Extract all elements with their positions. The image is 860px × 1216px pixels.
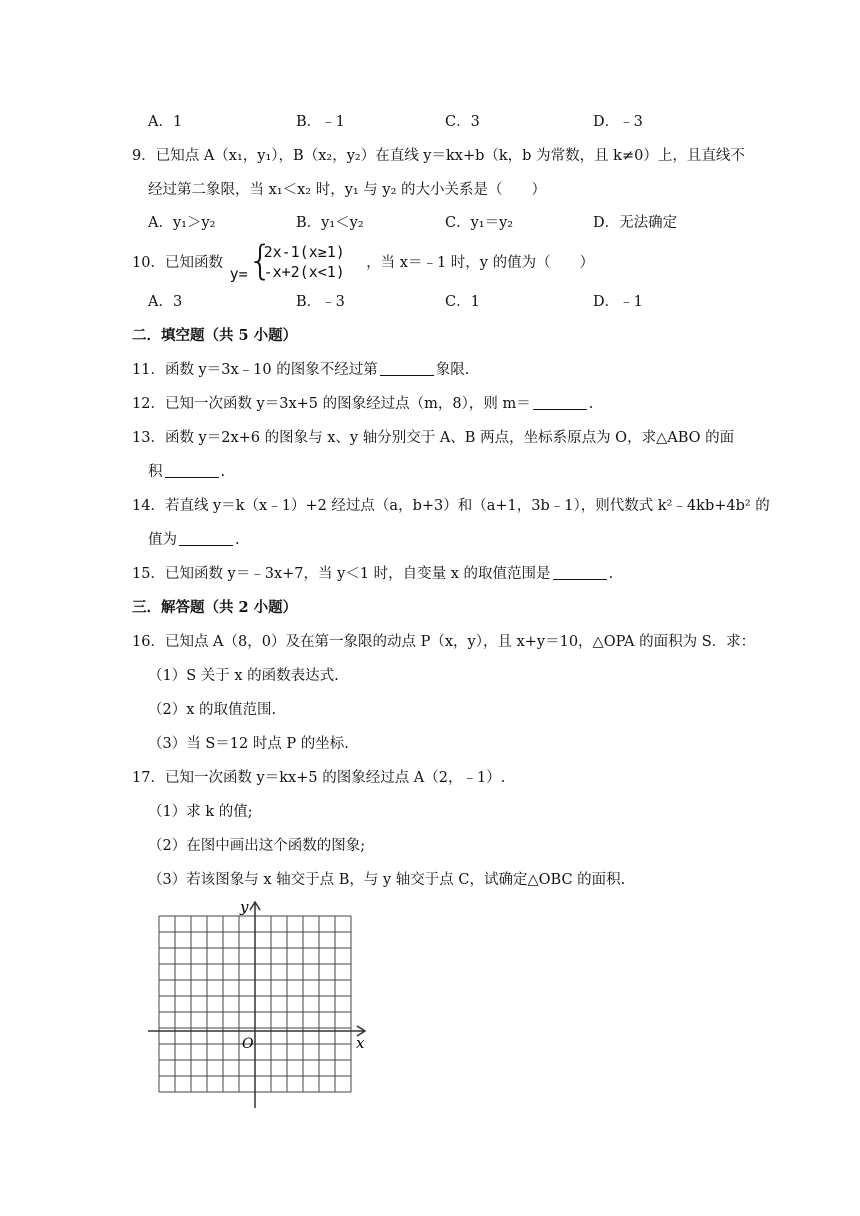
q10-option-c: C．1 (445, 294, 480, 310)
q10-stem (132, 238, 595, 284)
q11-answer-blank[interactable] (380, 361, 434, 376)
q15 (132, 564, 613, 584)
q9-option-d: D．无法确定 (593, 215, 678, 231)
q10-option-b: B．﹣3 (296, 294, 345, 310)
q13-line1: 13．函数 y＝2x+6 的图象与 x、y 轴分别交于 A、B 两点，坐标系原点为 O，求△ABO 的面 (132, 430, 735, 446)
q12-answer-blank[interactable] (533, 395, 587, 410)
q14-text: 值为 (148, 532, 177, 548)
q10-prefix: 10．已知函数 (132, 255, 223, 271)
q9-option-b: B．y₁＜y₂ (296, 215, 364, 231)
q11 (132, 360, 469, 380)
origin-label: O (242, 1036, 254, 1052)
q11-text-end: 象限. (435, 362, 470, 378)
q16-part2: （2）x 的取值范围. (148, 702, 277, 718)
q9-line2: 经过第二象限，当 x₁＜x₂ 时，y₁ 与 y₂ 的大小关系是（ ） (148, 182, 547, 198)
left-brace-icon: { (247, 238, 274, 284)
q8-option-b: B．﹣1 (296, 114, 345, 130)
section-answer-heading: 三．解答题（共 2 小题） (132, 599, 298, 616)
q13-answer-blank[interactable] (165, 463, 219, 478)
q9-option-a: A．y₁＞y₂ (148, 215, 216, 231)
q10-option-d: D．﹣1 (593, 294, 643, 310)
q17-part3: （3）若该图象与 x 轴交于点 B，与 y 轴交于点 C，试确定△OBC 的面积. (148, 872, 626, 888)
q12 (132, 394, 593, 414)
q14-text-end: . (235, 532, 240, 548)
q9-option-c: C．y₁＝y₂ (445, 215, 514, 231)
q9-line1: 9．已知点 A（x₁，y₁），B（x₂，y₂）在直线 y＝kx+b（k，b 为常数，且 k≠0）上，且直线不 (132, 148, 745, 164)
q15-text: 15．已知函数 y＝﹣3x+7，当 y＜1 时，自变量 x 的取值范围是 (132, 566, 551, 582)
function-case-2: -x+2(x<1) (263, 263, 345, 281)
q14-answer-blank[interactable] (179, 531, 233, 546)
q10-option-a: A．3 (148, 294, 183, 310)
q14-line1: 14．若直线 y＝k（x﹣1）+2 经过点（a，b+3）和（a+1，3b﹣1），则代数式 k²﹣4kb+4b² 的 (132, 498, 770, 514)
piecewise-function (229, 238, 360, 284)
q15-answer-blank[interactable] (553, 565, 607, 580)
q12-text: 12．已知一次函数 y＝3x+5 的图象经过点（m，8），则 m＝ (132, 396, 531, 412)
q13-text-end: . (220, 464, 226, 480)
q16-line1: 16．已知点 A（8，0）及在第一象限的动点 P（x，y），且 x+y＝10，△OPA 的面积为 S．求： (132, 634, 756, 650)
q13-line2 (148, 462, 225, 482)
q8-option-c: C．3 (445, 114, 480, 130)
q17-line1: 17．已知一次函数 y＝kx+5 的图象经过点 A（2，﹣1）. (132, 770, 506, 786)
function-y-label: y= (229, 265, 248, 283)
section-fill-in-heading: 二．填空题（共 5 小题） (132, 327, 298, 344)
q15-text-end: . (608, 566, 614, 582)
q17-part2: （2）在图中画出这个函数的图象; (148, 838, 366, 854)
q8-option-a: A．1 (148, 114, 183, 130)
coordinate-grid (140, 896, 380, 1112)
q10-suffix: ，当 x＝﹣1 时，y 的值为（ ） (366, 255, 595, 271)
q8-option-d: D．﹣3 (593, 114, 643, 130)
function-case-1: 2x-1(x≥1) (263, 243, 345, 261)
q17-part1: （1）求 k 的值; (148, 804, 253, 820)
q14-line2 (148, 530, 240, 550)
q16-part1: （1）S 关于 x 的函数表达式. (148, 668, 339, 684)
q16-part3: （3）当 S＝12 时点 P 的坐标. (148, 736, 349, 752)
y-axis-label: y (240, 898, 249, 916)
q13-text: 积 (148, 464, 163, 480)
q12-text-end: . (588, 396, 594, 412)
q11-text: 11．函数 y＝3x﹣10 的图象不经过第 (132, 362, 378, 378)
x-axis-label: x (356, 1034, 365, 1052)
